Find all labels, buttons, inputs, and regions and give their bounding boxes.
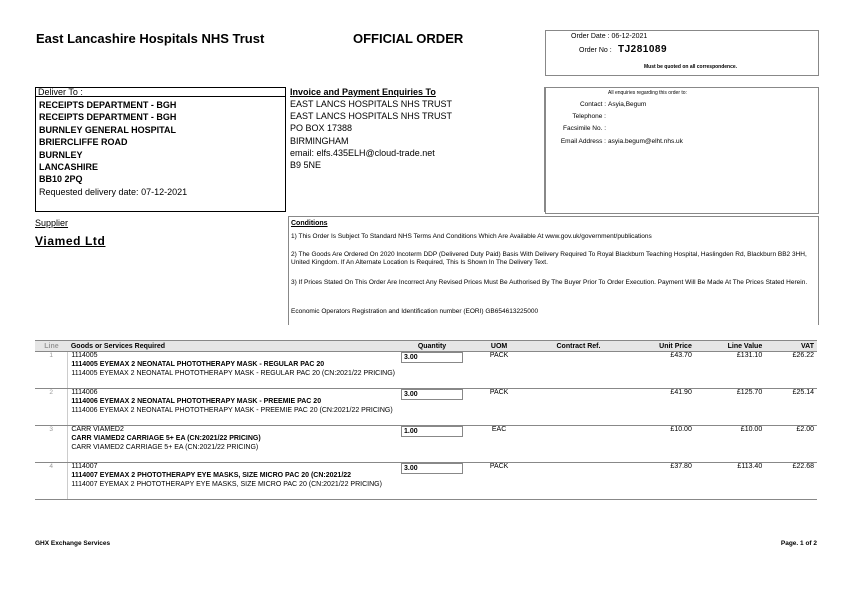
deliver-line: LANCASHIRE	[39, 162, 99, 173]
quantity-cell	[398, 426, 466, 463]
condition-1: 1) This Order Is Subject To Standard NHS Terms And Conditions Which Are Available At www.gov.uk/government/publications	[291, 233, 652, 240]
order-items-table	[35, 340, 817, 500]
invoice-line: EAST LANCS HOSPITALS NHS TRUST	[290, 99, 453, 109]
table-row	[35, 426, 817, 463]
col-vat: VAT	[765, 341, 817, 352]
table-row	[35, 389, 817, 426]
deliver-line: RECEIPTS DEPARTMENT - BGH	[39, 100, 177, 110]
item-description	[68, 352, 398, 389]
unit-price-value: £41.90	[625, 389, 695, 426]
line-number: 3	[35, 426, 68, 463]
item-description	[68, 463, 398, 500]
line-value-value: £125.70	[695, 389, 765, 426]
line-value-value: £113.40	[695, 463, 765, 500]
deliver-to-box	[35, 87, 286, 212]
unit-price-value: £10.00	[625, 426, 695, 463]
order-no-label: Order No :	[579, 47, 612, 54]
item-desc-bold: CARR VIAMED2 CARRIAGE 5+ EA (CN:2021/22 PRICING)	[71, 434, 261, 442]
deliver-line: BURNLEY	[39, 149, 83, 160]
invoice-heading: Invoice and Payment Enquiries To	[290, 87, 436, 97]
uom-value: PACK	[466, 463, 532, 500]
contract-value	[532, 352, 625, 389]
unit-price-value: £37.80	[625, 463, 695, 500]
quantity-value: 3.00	[401, 463, 463, 474]
order-date: Order Date : 06-12-2021	[571, 33, 648, 40]
email-value: asyia.begum@elht.nhs.uk	[608, 138, 683, 145]
document-title: OFFICIAL ORDER	[353, 31, 464, 46]
page-number: Page. 1 of 2	[780, 540, 817, 547]
invoice-line: PO BOX 17388	[290, 123, 353, 134]
invoice-address	[290, 98, 452, 171]
quantity-cell	[398, 463, 466, 500]
item-desc-plain: CARR VIAMED2 CARRIAGE 5+ EA (CN:2021/22 PRICING)	[71, 443, 259, 451]
uom-value: PACK	[466, 352, 532, 389]
item-description	[68, 426, 398, 463]
deliver-line: RECEIPTS DEPARTMENT - BGH	[39, 112, 177, 123]
col-line: Line	[35, 341, 68, 352]
line-number: 4	[35, 463, 68, 500]
item-code: 1114007	[71, 463, 98, 470]
organisation-title: East Lancashire Hospitals NHS Trust	[36, 31, 265, 46]
deliver-to-heading: Deliver To :	[36, 88, 285, 97]
col-uom: UOM	[466, 341, 532, 352]
col-contract: Contract Ref.	[532, 341, 625, 352]
item-description	[68, 389, 398, 426]
order-no-value: TJ281089	[618, 44, 668, 55]
line-value-value: £131.10	[695, 352, 765, 389]
email-label: Email Address :	[560, 138, 606, 145]
quantity-value: 3.00	[401, 352, 463, 363]
deliver-address	[39, 99, 176, 186]
item-desc-bold: 1114006 EYEMAX 2 NEONATAL PHOTOTHERAPY MASK - PREEMIE PAC 20	[71, 397, 322, 405]
supplier-label: Supplier	[35, 218, 69, 228]
telephone-label: Telephone :	[572, 113, 606, 120]
table-row	[35, 352, 817, 389]
enquiries-heading: All enquiries regarding this order to:	[608, 90, 687, 96]
deliver-line: BRIERCLIFFE ROAD	[39, 137, 128, 148]
col-quantity: Quantity	[398, 341, 466, 352]
col-goods: Goods or Services Required	[68, 341, 398, 352]
invoice-line: email: elfs.435ELH@cloud-trade.net	[290, 147, 435, 158]
footer-service-name: GHX Exchange Services	[35, 540, 111, 547]
conditions-box	[288, 216, 819, 325]
vat-value: £2.00	[765, 426, 817, 463]
contact-value: Asyia,Begum	[608, 101, 647, 108]
unit-price-value: £43.70	[625, 352, 695, 389]
requested-delivery-date: Requested delivery date: 07-12-2021	[39, 187, 188, 197]
item-desc-plain: 1114005 EYEMAX 2 NEONATAL PHOTOTHERAPY MASK - REGULAR PAC 20 (CN:2021/22 PRICING)	[71, 369, 396, 377]
table-header-row	[35, 341, 817, 352]
enquiries-box	[545, 87, 819, 214]
line-value-value: £10.00	[695, 426, 765, 463]
quantity-cell	[398, 389, 466, 426]
contract-value	[532, 463, 625, 500]
contract-value	[532, 389, 625, 426]
condition-2: 2) The Goods Are Ordered On 2020 Incoterm DDP (Delivered Duty Paid) Basis With Delivery Required To Royal Blackburn Teaching Hospital, Haslingden Rd, Blackburn BB2 3HH, United Kingdom. If An Alternate Location Is Required, This Is Shown In The Delivery Text.	[291, 251, 807, 267]
vat-value: £25.14	[765, 389, 817, 426]
eori-number: Economic Operators Registration and Identification number (EORI) GB654613225000	[291, 308, 539, 315]
col-unit-price: Unit Price	[625, 341, 695, 352]
item-desc-plain: 1114007 EYEMAX 2 PHOTOTHERAPY EYE MASKS, SIZE MICRO PAC 20 (CN:2021/22 PRICING)	[71, 480, 382, 488]
vat-value: £22.68	[765, 463, 817, 500]
quantity-cell	[398, 352, 466, 389]
vat-value: £26.22	[765, 352, 817, 389]
fax-label: Facsimile No. :	[563, 125, 606, 132]
uom-value: EAC	[466, 426, 532, 463]
order-note: Must be quoted on all correspondence.	[644, 64, 738, 70]
invoice-line: EAST LANCS HOSPITALS NHS TRUST	[290, 111, 453, 122]
conditions-heading: Conditions	[291, 220, 328, 227]
contact-label: Contact :	[579, 101, 606, 108]
uom-value: PACK	[466, 389, 532, 426]
deliver-line: BB10 2PQ	[39, 174, 83, 185]
contract-value	[532, 426, 625, 463]
order-info-box	[545, 30, 819, 76]
item-desc-plain: 1114006 EYEMAX 2 NEONATAL PHOTOTHERAPY MASK - PREEMIE PAC 20 (CN:2021/22 PRICING)	[71, 406, 393, 414]
item-desc-bold: 1114007 EYEMAX 2 PHOTOTHERAPY EYE MASKS, SIZE MICRO PAC 20 (CN:2021/22	[71, 471, 352, 479]
item-desc-bold: 1114005 EYEMAX 2 NEONATAL PHOTOTHERAPY MASK - REGULAR PAC 20	[71, 360, 325, 368]
line-number: 1	[35, 352, 68, 389]
item-code: CARR VIAMED2	[71, 426, 124, 433]
line-number: 2	[35, 389, 68, 426]
supplier-name: Viamed Ltd	[35, 234, 106, 248]
condition-3: 3) If Prices Stated On This Order Are Incorrect Any Revised Prices Must Be Authorised By The Buyer Prior To Order Execution. Payment Will Be Made At The Prices Stated Herein.	[291, 279, 808, 286]
item-code: 1114006	[71, 389, 98, 396]
quantity-value: 1.00	[401, 426, 463, 437]
invoice-line: BIRMINGHAM	[290, 135, 349, 146]
col-line-value: Line Value	[695, 341, 765, 352]
invoice-line: B9 5NE	[290, 160, 322, 171]
deliver-line: BURNLEY GENERAL HOSPITAL	[39, 124, 177, 135]
invoice-box	[288, 87, 545, 212]
item-code: 1114005	[71, 352, 98, 359]
quantity-value: 3.00	[401, 389, 463, 400]
table-row	[35, 463, 817, 500]
